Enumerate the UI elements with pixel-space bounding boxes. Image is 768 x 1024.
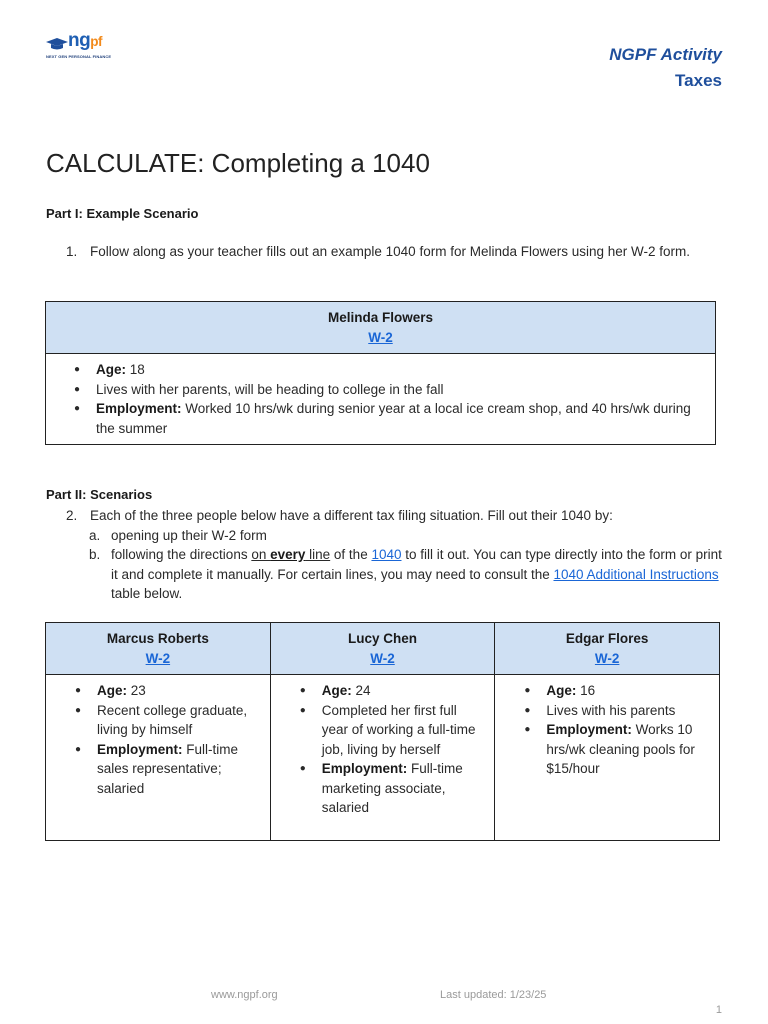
part2-instruction-text: Each of the three people below have a different tax filing situation. Fill out their 1040 by:	[90, 508, 613, 523]
list-item: ● Age: 23	[97, 681, 262, 701]
list-item: ● Employment: Works 10 hrs/wk cleaning pools for $15/hour	[546, 720, 711, 779]
footer-updated: Last updated: 1/23/25	[440, 989, 547, 1001]
list-item: ● Employment: Worked 10 hrs/wk during senior year at a local ice cream shop, and 40 hrs/wk during the summer	[96, 399, 707, 438]
list-item: ● Recent college graduate, living by himself	[97, 701, 262, 740]
page-title: CALCULATE: Completing a 1040	[46, 148, 430, 178]
list-item: ● Employment: Full-time marketing associate, salaried	[322, 759, 487, 818]
sub-item-b: b. following the directions on every line of the 1040 to fill it out. You can type directly into the form or print it and complete it manually. For certain lines, you may need to consult the 1040 Additional Instructions table below.	[89, 547, 722, 601]
person-name: Lucy Chen	[348, 631, 418, 646]
lucy-header	[270, 623, 495, 675]
edgar-w2-link[interactable]: W-2	[594, 650, 620, 666]
logo-wordmark: ngpf	[68, 30, 102, 51]
list-number: 2.	[66, 508, 78, 523]
additional-instructions-link[interactable]: 1040 Additional Instructions	[553, 566, 719, 582]
melinda-details	[46, 354, 716, 445]
activity-label: NGPF Activity	[609, 45, 722, 64]
part1-instruction	[66, 242, 716, 262]
part2-heading: Part II: Scenarios	[46, 487, 153, 502]
scenarios-table	[45, 622, 720, 841]
page-number: 1	[715, 1004, 722, 1016]
list-item: ● Age: 24	[322, 681, 487, 701]
list-item: ● Completed her first full year of working a full-time job, living by herself	[322, 701, 487, 760]
list-item: ● Age: 18	[96, 360, 707, 380]
form-1040-link[interactable]: 1040	[371, 547, 402, 562]
logo-tagline: NEXT GEN PERSONAL FINANCE	[46, 54, 112, 59]
marcus-header	[46, 623, 271, 675]
lucy-w2-link[interactable]: W-2	[370, 650, 395, 666]
part1-heading: Part I: Example Scenario	[46, 206, 199, 221]
person-name: Marcus Roberts	[106, 631, 209, 646]
list-item: ● Lives with his parents	[546, 701, 711, 721]
ngpf-logo	[46, 30, 116, 60]
edgar-header	[495, 623, 720, 675]
list-item: ● Employment: Full-time sales representative; salaried	[97, 740, 262, 799]
marcus-details	[46, 675, 271, 841]
part1-instruction-text: Follow along as your teacher fills out an example 1040 form for Melinda Flowers using her W-2 form.	[90, 244, 691, 259]
melinda-table	[45, 301, 716, 445]
sub-item-a: a. opening up their W-2 form	[89, 527, 267, 543]
footer-site: www.ngpf.org	[211, 989, 278, 1001]
melinda-w2-link[interactable]: W-2	[368, 329, 393, 345]
person-name: Melinda Flowers	[327, 310, 434, 325]
list-item: ● Lives with her parents, will be heading to college in the fall	[96, 380, 707, 400]
edgar-details	[495, 675, 720, 841]
person-name: Edgar Flores	[565, 631, 649, 646]
melinda-header	[46, 302, 716, 354]
part2-instruction	[66, 506, 726, 604]
lucy-details	[270, 675, 495, 841]
list-number: 1.	[66, 244, 78, 259]
activity-topic: Taxes	[675, 71, 722, 90]
activity-header	[609, 42, 722, 94]
list-item: ● Age: 16	[546, 681, 711, 701]
graduation-cap-icon	[46, 38, 68, 50]
marcus-w2-link[interactable]: W-2	[145, 650, 171, 666]
